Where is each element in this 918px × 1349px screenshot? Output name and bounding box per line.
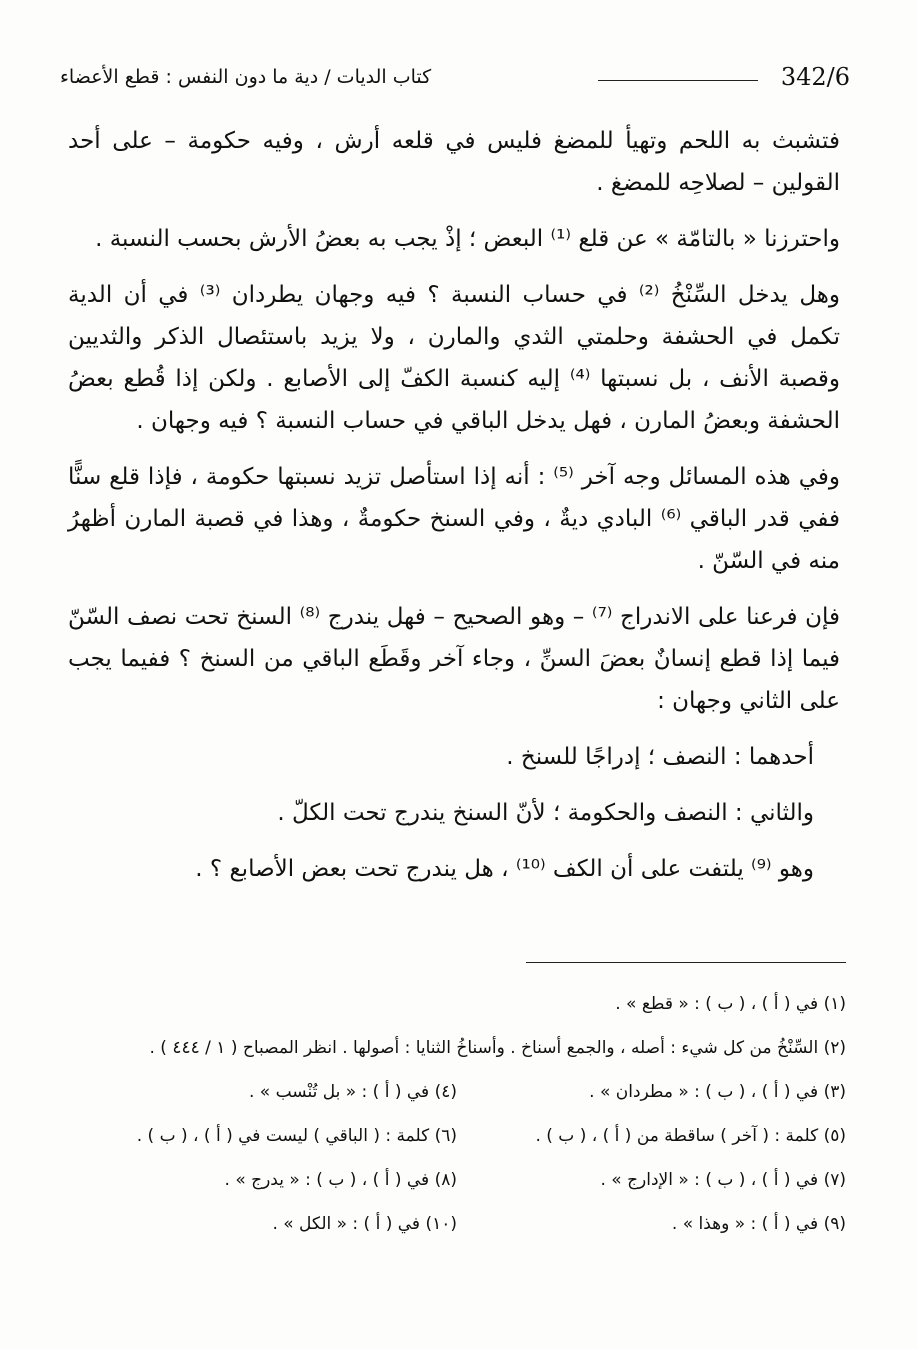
footnote-9: (٩) في ( أ ) : « وهذا » . <box>671 1214 846 1234</box>
paragraph-3: وهل يدخل السِّنْخُ ⁽²⁾ في حساب النسبة ؟ فيه وجهان يطردان ⁽³⁾ في أن الدية تكمل في الحشفة وحلمتي الثدي والمارن ، ولا يزيد باستئصال الذكر والثديين وقصبة الأنف ، بل نسبتها ⁽⁴⁾ إليه كنسبة الكفّ إلى الأصابع . ولكن إذا قُطع بعضُ الحشفة وبعضُ المارن ، فهل يدخل الباقي في حساب النسبة ؟ فيه وجهان . <box>68 282 840 434</box>
running-title: كتاب الديات / دية ما دون النفس : قطع الأعضاء <box>60 66 432 88</box>
indented-line-3: وهو ⁽⁹⁾ يلتفت على أن الكف ⁽¹⁰⁾ ، هل يندرج تحت بعض الأصابع ؟ . <box>195 856 814 882</box>
footnote-2: (٢) السِّنْخُ من كل شيء : أصله ، والجمع أسناخ . وأسناخُ الثنايا : أصولها . انظر المصباح ( ١ / ٤٤٤ ) . <box>149 1038 846 1058</box>
footnote-4: (٤) في ( أ ) : « بل تُنْسب » . <box>249 1082 457 1102</box>
footnote-7: (٧) في ( أ ) ، ( ب ) : « الإدارج » . <box>600 1170 846 1190</box>
header-rule <box>598 80 758 81</box>
paragraph-1: فتشبث به اللحم وتهيأ للمضغ فليس في قلعه أرش ، وفيه حكومة – على أحد القولين – لصلاحِه للمضغ . <box>68 128 840 196</box>
indented-line-1: أحدهما : النصف ؛ إدراجًا للسنخ . <box>506 744 814 770</box>
paragraph-5: فإن فرعنا على الاندراج ⁽⁷⁾ – وهو الصحيح – فهل يندرج ⁽⁸⁾ السنخ تحت نصف السّنّ فيما إذا قطع إنسانٌ بعضَ السنِّ ، وجاء آخر وقَطَع الباقي من السنخ ؟ ففيما يجب على الثاني وجهان : <box>68 604 840 714</box>
page-header <box>60 60 850 100</box>
main-text <box>68 120 840 904</box>
indented-line-2: والثاني : النصف والحكومة ؛ لأنّ السنخ يندرج تحت الكلّ . <box>277 800 814 826</box>
footnote-row <box>68 1026 846 1070</box>
footnote-3: (٣) في ( أ ) ، ( ب ) : « مطردان » . <box>589 1082 846 1102</box>
page-number: 342/6 <box>780 63 850 91</box>
footnote-row <box>68 982 846 1026</box>
footnote-6: (٦) كلمة : ( الباقي ) ليست في ( أ ) ، ( ب ) . <box>136 1126 457 1146</box>
footnote-5: (٥) كلمة : ( آخر ) ساقطة من ( أ ) ، ( ب ) . <box>535 1126 846 1146</box>
footnote-8: (٨) في ( أ ) ، ( ب ) : « يدرج » . <box>224 1170 457 1190</box>
footnote-10: (١٠) في ( أ ) : « الكل » . <box>272 1214 457 1234</box>
footnotes <box>68 982 846 1246</box>
footnote-separator <box>526 962 846 963</box>
footnote-1: (١) في ( أ ) ، ( ب ) : « قطع » . <box>615 994 846 1014</box>
footnote-row <box>68 1202 846 1246</box>
footnote-row <box>68 1114 846 1158</box>
footnote-row <box>68 1070 846 1114</box>
footnote-row <box>68 1158 846 1202</box>
paragraph-4: وفي هذه المسائل وجه آخر ⁽⁵⁾ : أنه إذا استأصل تزيد نسبتها حكومة ، فإذا قلع سنًّا ففي قدر الباقي ⁽⁶⁾ البادي ديةٌ ، وفي السنخ حكومةٌ ، وهذا في قصبة المارن أظهرُ منه في السّنّ . <box>68 464 841 574</box>
paragraph-2: واحترزنا « بالتامّة » عن قلع ⁽¹⁾ البعض ؛ إذْ يجب به بعضُ الأرش بحسب النسبة . <box>95 226 840 252</box>
